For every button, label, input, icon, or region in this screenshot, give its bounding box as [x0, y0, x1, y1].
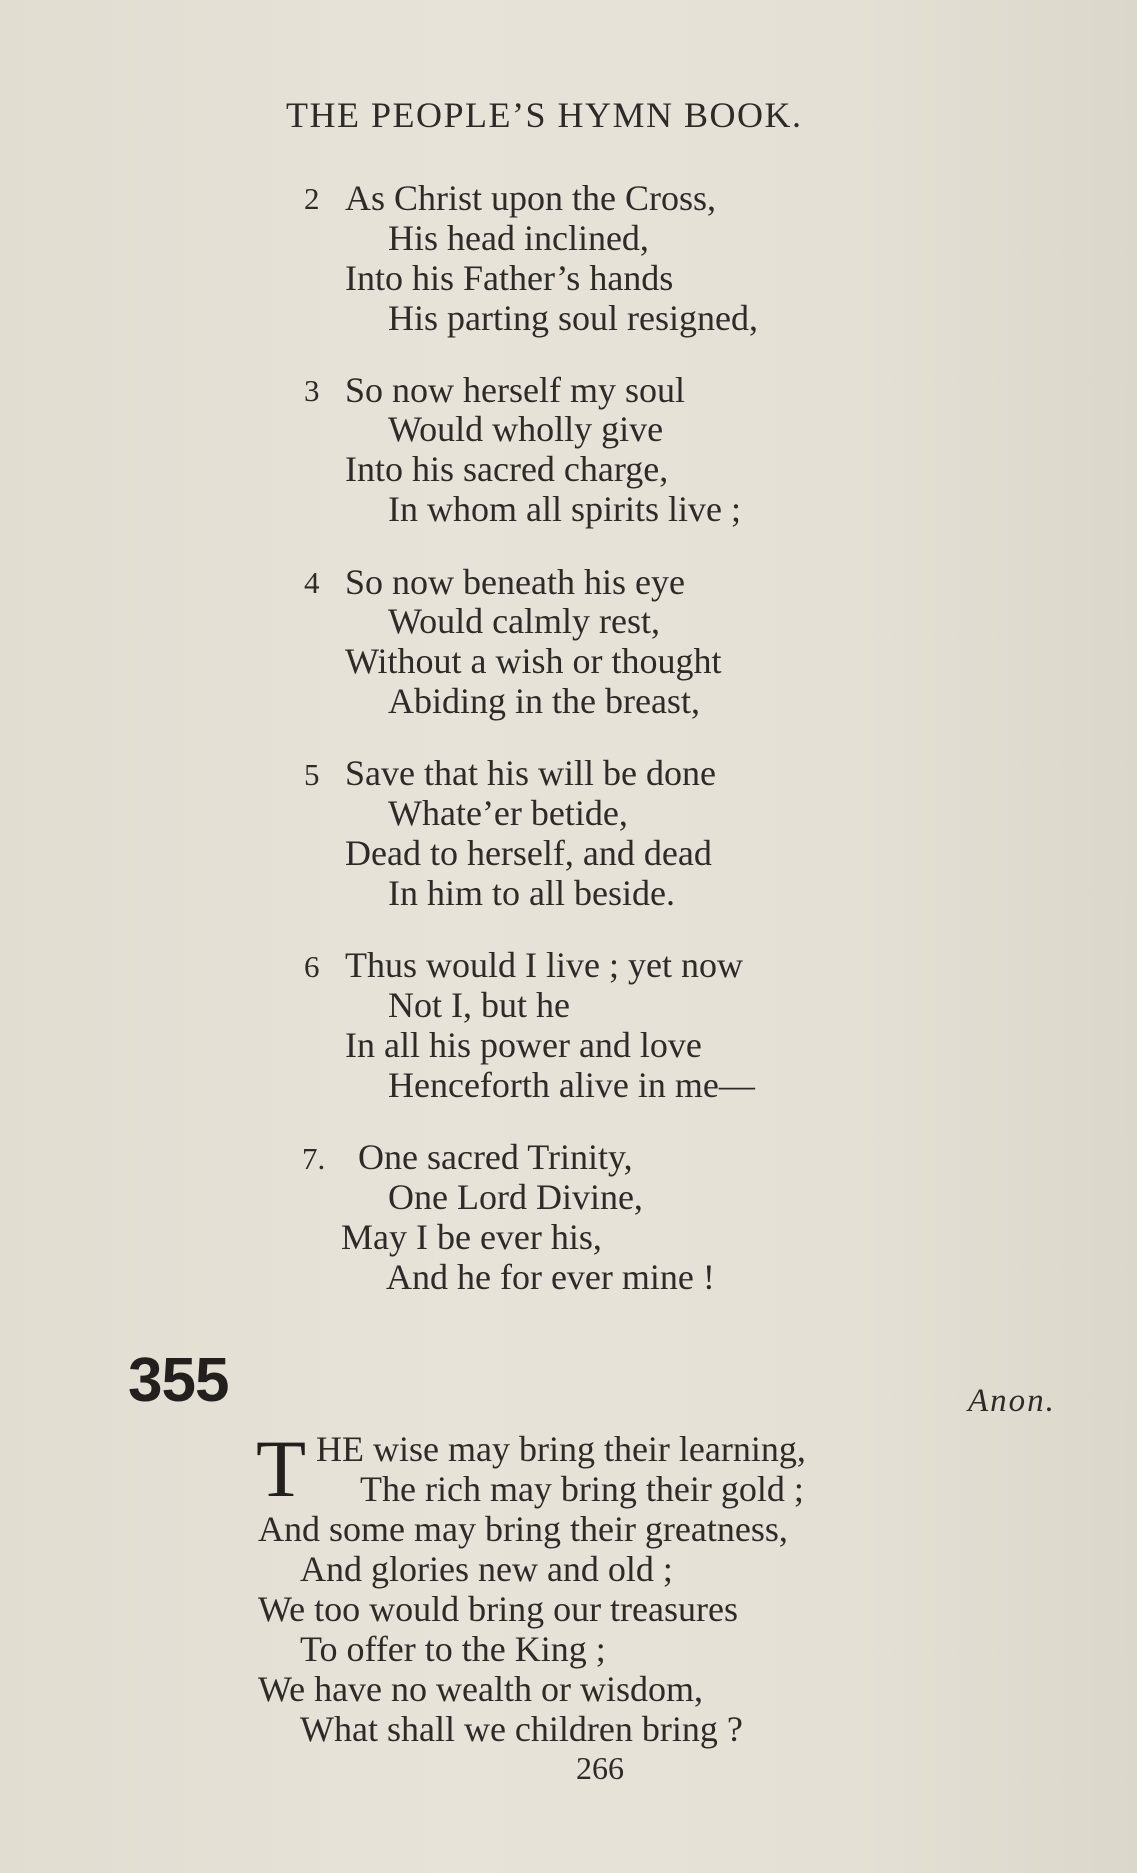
verse-number: 6: [304, 949, 320, 984]
verse-number: 3: [304, 373, 320, 408]
verse-line: As Christ upon the Cross,: [345, 178, 717, 218]
verse-line: May I be ever his,: [341, 1217, 602, 1257]
verse-number: 4: [304, 565, 320, 600]
verse-line: Henceforth alive in me—: [388, 1065, 755, 1105]
verse-line: In whom all spirits live ;: [388, 489, 741, 529]
verse-line: Dead to herself, and dead: [345, 833, 712, 873]
verse-number: 7.: [302, 1141, 326, 1176]
verse-number: 2: [304, 181, 320, 216]
hymn-author: Anon.: [968, 1383, 1056, 1419]
verse-line: Into his sacred charge,: [345, 449, 669, 489]
verse-line: Into his Father’s hands: [345, 258, 674, 298]
verse-line: In him to all beside.: [388, 873, 675, 913]
verse-line: Would wholly give: [388, 409, 664, 449]
hymn-line: And some may bring their greatness,: [258, 1509, 788, 1549]
page-number: 266: [576, 1750, 624, 1786]
verse-line: Not I, but he: [388, 985, 570, 1025]
hymn-line: We have no wealth or wisdom,: [258, 1669, 703, 1709]
verse-line: Would calmly rest,: [388, 601, 661, 641]
drop-cap: T: [256, 1423, 307, 1514]
verse-line: So now herself my soul: [345, 370, 685, 410]
hymn-line: HE wise may bring their learning,: [316, 1429, 806, 1469]
verse-line: Thus would I live ; yet now: [345, 945, 743, 985]
verse-line: One sacred Trinity,: [358, 1137, 633, 1177]
verse-line: Abiding in the breast,: [388, 681, 700, 721]
verse-number: 5: [304, 757, 320, 792]
hymn-number: 355: [128, 1346, 229, 1415]
verse-line: One Lord Divine,: [388, 1177, 643, 1217]
verse-line: So now beneath his eye: [345, 562, 685, 602]
verse-line: His parting soul resigned,: [388, 298, 758, 338]
verse-line: Save that his will be done: [345, 753, 716, 793]
running-head: THE PEOPLE’S HYMN BOOK.: [286, 95, 803, 135]
hymn-line: And glories new and old ;: [300, 1549, 673, 1589]
hymn-line: The rich may bring their gold ;: [360, 1469, 804, 1509]
verse-line: And he for ever mine !: [386, 1257, 715, 1297]
verse-line: His head inclined,: [388, 218, 649, 258]
hymn-line: To offer to the King ;: [300, 1629, 606, 1669]
verse-line: Without a wish or thought: [345, 641, 722, 681]
hymn-line: What shall we children bring ?: [300, 1709, 743, 1749]
verse-line: In all his power and love: [345, 1025, 702, 1065]
verse-line: Whate’er betide,: [388, 793, 628, 833]
hymn-line: We too would bring our treasures: [258, 1589, 738, 1629]
